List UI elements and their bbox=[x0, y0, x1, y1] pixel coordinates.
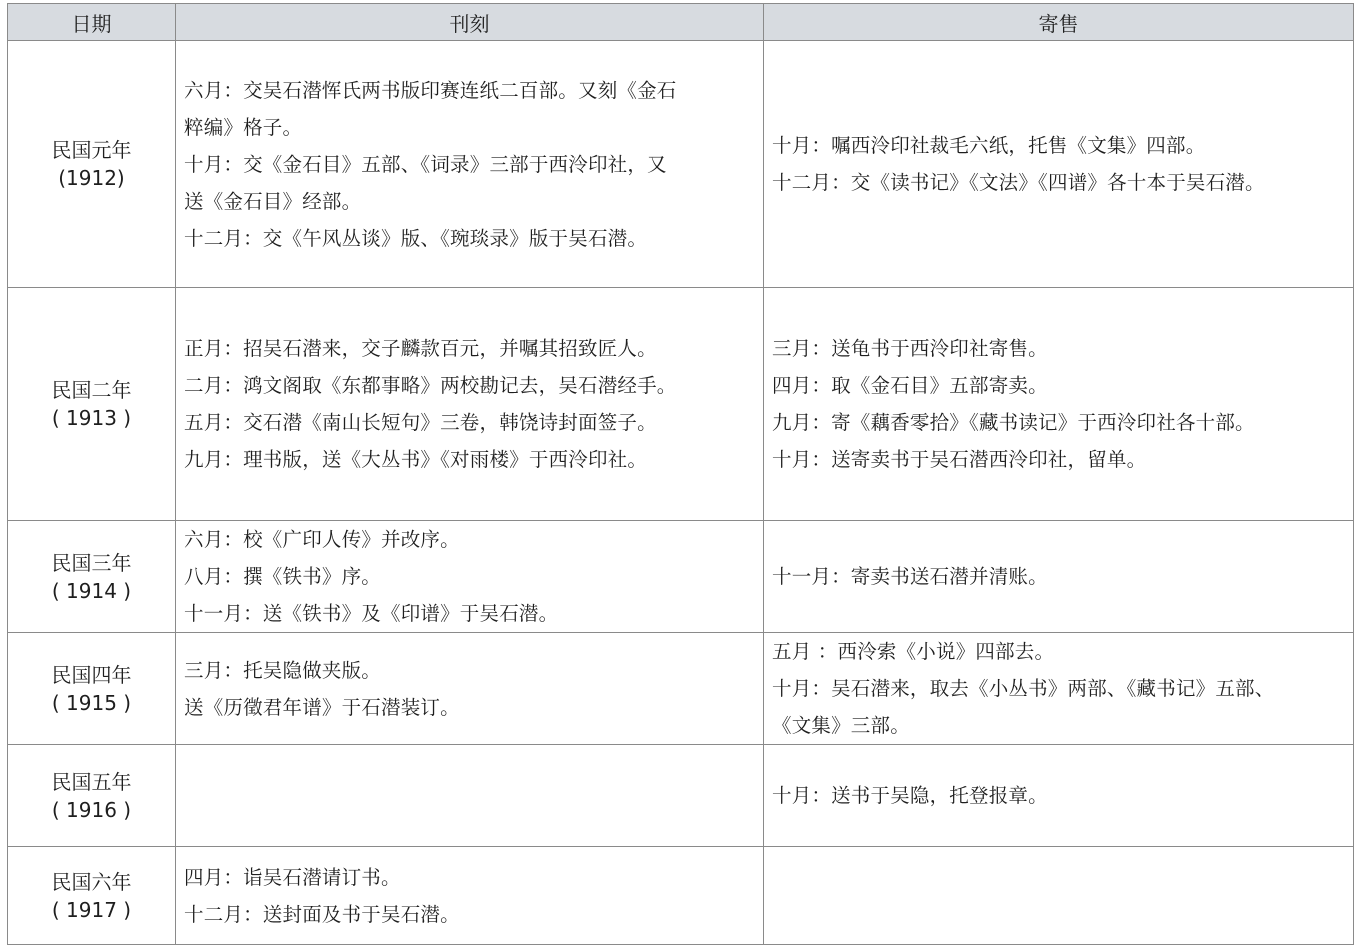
entry-line: 九月：寄《藕香零拾》《藏书读记》于西泠印社各十部。 bbox=[772, 411, 1255, 434]
entry-line: 三月：送龟书于西泠印社寄售。 bbox=[772, 337, 1048, 360]
consign-cell bbox=[764, 745, 1354, 847]
header-row bbox=[8, 4, 1354, 41]
year-label: 民国三年 bbox=[51, 550, 132, 575]
chronology-table bbox=[7, 3, 1354, 945]
consign-cell bbox=[764, 288, 1354, 521]
date-cell bbox=[8, 745, 176, 847]
entry-line: 十月：吴石潜来，取去《小丛书》两部、《藏书记》五部、 bbox=[772, 677, 1275, 700]
entry-line: 三月：托吴隐做夹版。 bbox=[184, 658, 382, 682]
year-label: 民国六年 bbox=[51, 869, 132, 894]
entry-line: 十二月：交《午风丛谈》版、《琬琰录》版于吴石潜。 bbox=[184, 226, 648, 250]
engrave-cell bbox=[176, 41, 764, 288]
entry-line: 四月：取《金石目》五部寄卖。 bbox=[772, 374, 1048, 397]
header-engrave: 刊刻 bbox=[176, 4, 764, 41]
entry-line: 六月：校《广印人传》并改序。 bbox=[184, 528, 460, 551]
table-row bbox=[8, 633, 1354, 745]
ad-year: ( 1916 ) bbox=[51, 797, 132, 822]
engrave-cell bbox=[176, 633, 764, 745]
entry-line: 四月：诣吴石潜请订书。 bbox=[184, 865, 401, 889]
table-row bbox=[8, 521, 1354, 633]
date-cell bbox=[8, 521, 176, 633]
table-row bbox=[8, 41, 1354, 288]
engrave-cell bbox=[176, 847, 764, 945]
entry-line: 送《历徵君年谱》于石潜装订。 bbox=[184, 695, 460, 719]
ad-year: ( 1913 ) bbox=[51, 406, 132, 430]
date-cell bbox=[8, 633, 176, 745]
table-row bbox=[8, 847, 1354, 945]
entry-line: 正月：招吴石潜来，交子麟款百元，并嘱其招致匠人。 bbox=[184, 337, 657, 360]
entry-line: 六月：交吴石潜恽氏两书版印赛连纸二百部。又刻《金石 bbox=[184, 78, 677, 102]
consign-cell bbox=[764, 41, 1354, 288]
year-label: 民国元年 bbox=[51, 138, 132, 162]
entry-line: 送《金石目》经部。 bbox=[184, 189, 362, 213]
entry-line: 八月：撰《铁书》序。 bbox=[184, 565, 382, 588]
entry-line: 十月：交《金石目》五部、《词录》三部于西泠印社，又 bbox=[184, 152, 667, 176]
year-label: 民国四年 bbox=[51, 662, 132, 687]
year-label: 民国二年 bbox=[51, 378, 132, 402]
entry-line: 九月：理书版，送《大丛书》《对雨楼》于西泠印社。 bbox=[184, 448, 648, 471]
ad-year: ( 1917 ) bbox=[51, 897, 132, 922]
engrave-cell bbox=[176, 745, 764, 847]
entry-line: 十月：嘱西泠印社裁毛六纸，托售《文集》四部。 bbox=[772, 134, 1206, 157]
year-label: 民国五年 bbox=[51, 769, 132, 794]
entry-line: 五月：交石潜《南山长短句》三卷，韩饶诗封面签子。 bbox=[184, 411, 657, 434]
date-cell bbox=[8, 288, 176, 521]
header-date: 日期 bbox=[8, 4, 176, 41]
consign-cell bbox=[764, 521, 1354, 633]
entry-line: 十一月：寄卖书送石潜并清账。 bbox=[772, 565, 1048, 588]
entry-line: 十二月：送封面及书于吴石潜。 bbox=[184, 902, 460, 926]
entry-line: 十二月：交《读书记》《文法》《四谱》各十本于吴石潜。 bbox=[772, 171, 1265, 194]
entry-line: 五月 ：西泠索《小说》四部去。 bbox=[772, 640, 1055, 663]
ad-year: (1912) bbox=[58, 166, 125, 190]
consign-cell bbox=[764, 847, 1354, 945]
entry-line: 十月：送寄卖书于吴石潜西泠印社，留单。 bbox=[772, 448, 1147, 471]
table-row bbox=[8, 288, 1354, 521]
consign-cell bbox=[764, 633, 1354, 745]
entry-line: 十一月：送《铁书》及《印谱》于吴石潜。 bbox=[184, 602, 559, 625]
date-cell bbox=[8, 41, 176, 288]
header-consign: 寄售 bbox=[764, 4, 1354, 41]
entry-line: 粹编》格子。 bbox=[184, 115, 303, 139]
ad-year: ( 1915 ) bbox=[51, 690, 132, 715]
entry-line: 十月：送书于吴隐，托登报章。 bbox=[772, 784, 1048, 807]
engrave-cell bbox=[176, 521, 764, 633]
date-cell bbox=[8, 847, 176, 945]
table-row bbox=[8, 745, 1354, 847]
engrave-cell bbox=[176, 288, 764, 521]
ad-year: ( 1914 ) bbox=[51, 578, 132, 603]
entry-line: 二月：鸿文阁取《东都事略》两校勘记去，吴石潜经手。 bbox=[184, 374, 677, 397]
entry-line: 《文集》三部。 bbox=[772, 714, 910, 737]
